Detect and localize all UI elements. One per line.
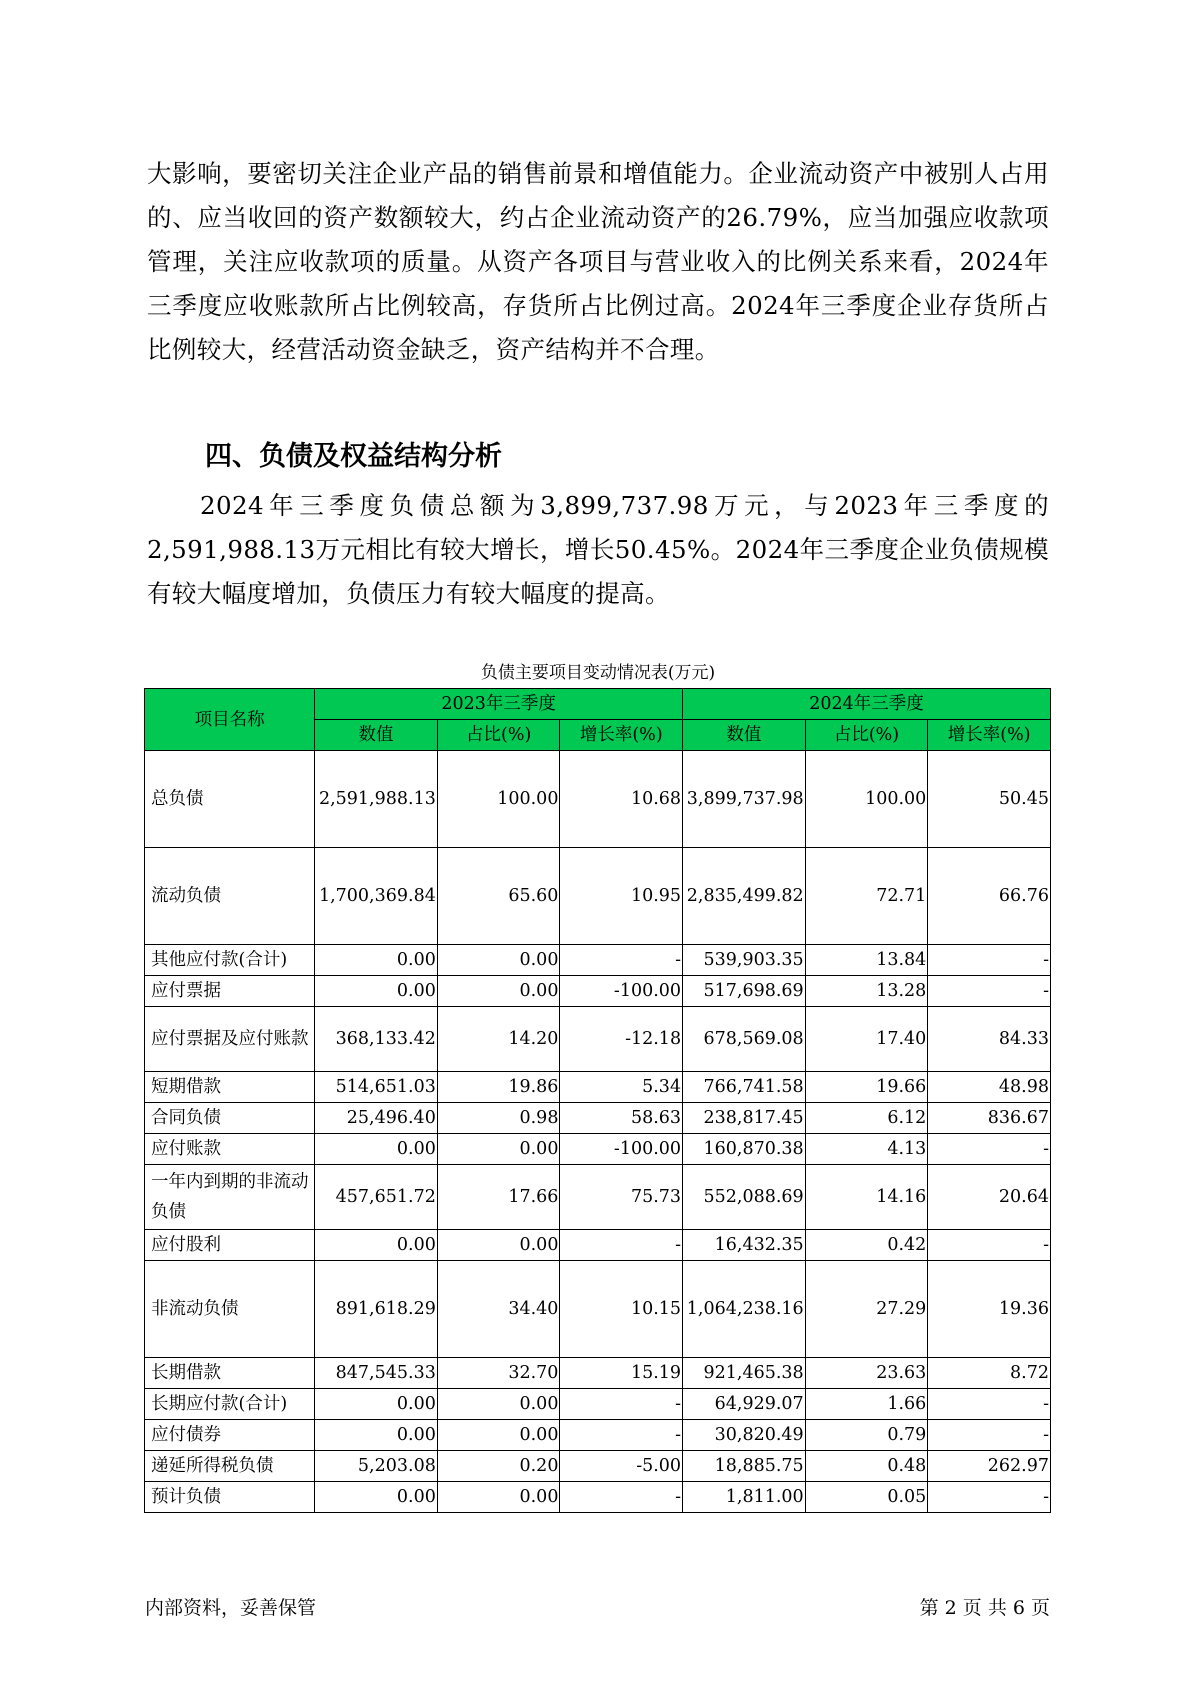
value-2023: 1,700,369.84 <box>315 848 438 945</box>
row-name: 一年内到期的非流动负债 <box>145 1165 315 1230</box>
footer-confidential-note: 内部资料，妥善保管 <box>145 1597 317 1619</box>
ratio-2024: 4.13 <box>805 1134 928 1165</box>
table-row <box>145 1482 1051 1513</box>
ratio-2024: 19.66 <box>805 1072 928 1103</box>
table-row <box>145 1165 1051 1230</box>
row-name: 流动负债 <box>145 848 315 945</box>
table-row <box>145 751 1051 848</box>
ratio-2024: 27.29 <box>805 1261 928 1358</box>
header-period-2023: 2023年三季度 <box>315 689 683 720</box>
value-2024: 678,569.08 <box>683 1007 806 1072</box>
row-name: 预计负债 <box>145 1482 315 1513</box>
ratio-2023: 0.00 <box>437 976 560 1007</box>
value-2024: 3,899,737.98 <box>683 751 806 848</box>
table-row <box>145 1230 1051 1261</box>
ratio-2024: 13.84 <box>805 945 928 976</box>
growth-2023: -5.00 <box>560 1451 683 1482</box>
row-name: 应付债券 <box>145 1420 315 1451</box>
row-name: 长期应付款(合计) <box>145 1389 315 1420</box>
value-2024: 64,929.07 <box>683 1389 806 1420</box>
growth-2023: -100.00 <box>560 976 683 1007</box>
row-name: 应付票据及应付账款 <box>145 1007 315 1072</box>
header-ratio-2023: 占比(%) <box>437 720 560 751</box>
growth-2024: 836.67 <box>928 1103 1051 1134</box>
ratio-2023: 0.00 <box>437 1482 560 1513</box>
table-row <box>145 848 1051 945</box>
value-2024: 766,741.58 <box>683 1072 806 1103</box>
ratio-2024: 100.00 <box>805 751 928 848</box>
value-2024: 539,903.35 <box>683 945 806 976</box>
row-name: 长期借款 <box>145 1358 315 1389</box>
row-name: 递延所得税负债 <box>145 1451 315 1482</box>
table-row <box>145 1103 1051 1134</box>
growth-2024: 50.45 <box>928 751 1051 848</box>
ratio-2024: 0.79 <box>805 1420 928 1451</box>
header-item-name: 项目名称 <box>145 689 315 751</box>
body-paragraph-1: 大影响，要密切关注企业产品的销售前景和增值能力。企业流动资产中被别人占用的、应当收回的资产数额较大，约占企业流动资产的26.79%，应当加强应收款项管理，关注应收款项的质量。从资产各项目与营业收入的比例关系来看，2024年三季度应收账款所占比例较高，存货所占比例过高。2024年三季度企业存货所占比例较大，经营活动资金缺乏，资产结构并不合理。 <box>147 159 1049 364</box>
growth-2023: 15.19 <box>560 1358 683 1389</box>
section-heading: 四、负债及权益结构分析 <box>205 441 502 472</box>
growth-2023: 10.95 <box>560 848 683 945</box>
row-name: 应付票据 <box>145 976 315 1007</box>
growth-2023: -12.18 <box>560 1007 683 1072</box>
ratio-2023: 19.86 <box>437 1072 560 1103</box>
table-row <box>145 945 1051 976</box>
value-2023: 25,496.40 <box>315 1103 438 1134</box>
ratio-2023: 0.00 <box>437 1230 560 1261</box>
table-row <box>145 976 1051 1007</box>
growth-2024: - <box>928 976 1051 1007</box>
value-2024: 160,870.38 <box>683 1134 806 1165</box>
liabilities-table <box>144 688 1051 1513</box>
ratio-2024: 17.40 <box>805 1007 928 1072</box>
ratio-2023: 0.98 <box>437 1103 560 1134</box>
row-name: 合同负债 <box>145 1103 315 1134</box>
footer-page-number: 第 2 页 共 6 页 <box>919 1597 1050 1619</box>
value-2024: 921,465.38 <box>683 1358 806 1389</box>
growth-2024: - <box>928 1230 1051 1261</box>
header-growth-2024: 增长率(%) <box>928 720 1051 751</box>
table-row <box>145 1389 1051 1420</box>
table-row <box>145 1134 1051 1165</box>
ratio-2023: 100.00 <box>437 751 560 848</box>
header-value-2024: 数值 <box>683 720 806 751</box>
ratio-2024: 1.66 <box>805 1389 928 1420</box>
ratio-2024: 0.05 <box>805 1482 928 1513</box>
value-2024: 1,811.00 <box>683 1482 806 1513</box>
growth-2023: 10.68 <box>560 751 683 848</box>
growth-2023: 75.73 <box>560 1165 683 1230</box>
growth-2023: 5.34 <box>560 1072 683 1103</box>
value-2023: 891,618.29 <box>315 1261 438 1358</box>
growth-2023: - <box>560 1420 683 1451</box>
ratio-2024: 0.42 <box>805 1230 928 1261</box>
table-caption: 负债主要项目变动情况表(万元) <box>480 663 716 683</box>
growth-2024: - <box>928 945 1051 976</box>
value-2023: 0.00 <box>315 1482 438 1513</box>
value-2024: 18,885.75 <box>683 1451 806 1482</box>
ratio-2023: 0.00 <box>437 945 560 976</box>
ratio-2024: 14.16 <box>805 1165 928 1230</box>
header-period-2024: 2024年三季度 <box>683 689 1051 720</box>
ratio-2023: 34.40 <box>437 1261 560 1358</box>
value-2023: 0.00 <box>315 1134 438 1165</box>
ratio-2023: 0.00 <box>437 1389 560 1420</box>
growth-2023: 58.63 <box>560 1103 683 1134</box>
ratio-2023: 17.66 <box>437 1165 560 1230</box>
ratio-2023: 65.60 <box>437 848 560 945</box>
value-2023: 368,133.42 <box>315 1007 438 1072</box>
ratio-2024: 0.48 <box>805 1451 928 1482</box>
ratio-2024: 13.28 <box>805 976 928 1007</box>
value-2023: 0.00 <box>315 1230 438 1261</box>
growth-2024: - <box>928 1482 1051 1513</box>
value-2023: 514,651.03 <box>315 1072 438 1103</box>
value-2023: 0.00 <box>315 976 438 1007</box>
table-row <box>145 1451 1051 1482</box>
ratio-2023: 14.20 <box>437 1007 560 1072</box>
row-name: 其他应付款(合计) <box>145 945 315 976</box>
header-value-2023: 数值 <box>315 720 438 751</box>
row-name: 总负债 <box>145 751 315 848</box>
growth-2024: 48.98 <box>928 1072 1051 1103</box>
table-row <box>145 1007 1051 1072</box>
growth-2024: 66.76 <box>928 848 1051 945</box>
value-2024: 2,835,499.82 <box>683 848 806 945</box>
growth-2024: 20.64 <box>928 1165 1051 1230</box>
value-2023: 0.00 <box>315 1389 438 1420</box>
table-row <box>145 1420 1051 1451</box>
growth-2024: 8.72 <box>928 1358 1051 1389</box>
value-2023: 5,203.08 <box>315 1451 438 1482</box>
row-name: 短期借款 <box>145 1072 315 1103</box>
ratio-2023: 0.20 <box>437 1451 560 1482</box>
growth-2023: - <box>560 1482 683 1513</box>
growth-2023: -100.00 <box>560 1134 683 1165</box>
value-2023: 0.00 <box>315 945 438 976</box>
value-2024: 552,088.69 <box>683 1165 806 1230</box>
value-2024: 30,820.49 <box>683 1420 806 1451</box>
growth-2024: - <box>928 1420 1051 1451</box>
growth-2024: - <box>928 1134 1051 1165</box>
growth-2023: - <box>560 945 683 976</box>
growth-2023: 10.15 <box>560 1261 683 1358</box>
value-2023: 0.00 <box>315 1420 438 1451</box>
ratio-2023: 0.00 <box>437 1420 560 1451</box>
growth-2023: - <box>560 1389 683 1420</box>
value-2024: 1,064,238.16 <box>683 1261 806 1358</box>
value-2024: 517,698.69 <box>683 976 806 1007</box>
value-2023: 2,591,988.13 <box>315 751 438 848</box>
value-2024: 238,817.45 <box>683 1103 806 1134</box>
growth-2024: 84.33 <box>928 1007 1051 1072</box>
table-row <box>145 1072 1051 1103</box>
value-2024: 16,432.35 <box>683 1230 806 1261</box>
growth-2024: - <box>928 1389 1051 1420</box>
growth-2024: 262.97 <box>928 1451 1051 1482</box>
body-paragraph-2: 2024年三季度负债总额为3,899,737.98万元，与2023年三季度的2,591,988.13万元相比有较大增长，增长50.45%。2024年三季度企业负债规模有较大幅度增加，负债压力有较大幅度的提高。 <box>147 491 1049 608</box>
row-name: 应付账款 <box>145 1134 315 1165</box>
table-row <box>145 1261 1051 1358</box>
value-2023: 457,651.72 <box>315 1165 438 1230</box>
ratio-2024: 72.71 <box>805 848 928 945</box>
growth-2023: - <box>560 1230 683 1261</box>
value-2023: 847,545.33 <box>315 1358 438 1389</box>
ratio-2023: 0.00 <box>437 1134 560 1165</box>
ratio-2024: 6.12 <box>805 1103 928 1134</box>
ratio-2023: 32.70 <box>437 1358 560 1389</box>
header-growth-2023: 增长率(%) <box>560 720 683 751</box>
row-name: 应付股利 <box>145 1230 315 1261</box>
growth-2024: 19.36 <box>928 1261 1051 1358</box>
table-row <box>145 1358 1051 1389</box>
header-ratio-2024: 占比(%) <box>805 720 928 751</box>
ratio-2024: 23.63 <box>805 1358 928 1389</box>
row-name: 非流动负债 <box>145 1261 315 1358</box>
